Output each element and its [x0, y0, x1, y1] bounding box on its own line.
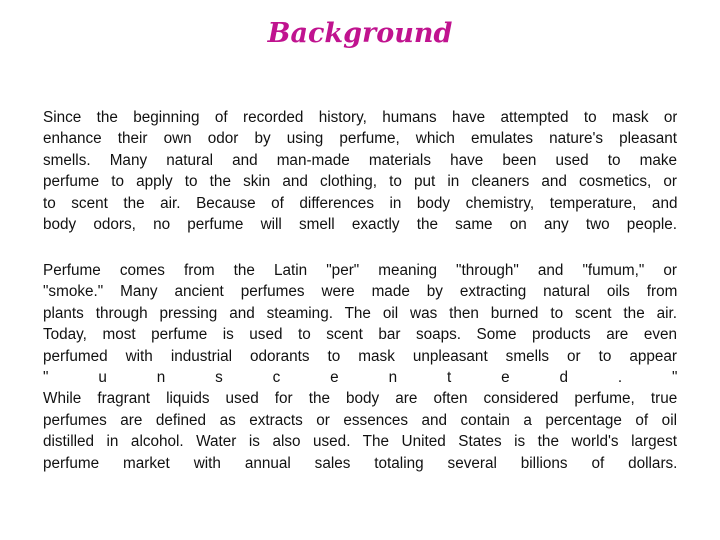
text-line: " u n s c e n t e d . " [43, 369, 677, 387]
text-line: body odors, no perfume will smell exactly the same on any two people. [43, 216, 677, 234]
text-line: perfumed with industrial odorants to mask unpleasant smells or to appear [43, 347, 677, 365]
text-line: Today, most perfume is used to scent bar soaps. Some products are even [43, 326, 677, 344]
slide-title: Background [267, 18, 453, 49]
text-line: While fragrant liquids used for the body are often considered perfume, true [43, 390, 677, 408]
text-line: smells. Many natural and man-made materials have been used to make [43, 151, 677, 169]
paragraph-history [43, 107, 677, 235]
text-line: perfume to apply to the skin and clothing, to put in cleaners and cosmetics, or [43, 173, 677, 191]
paragraph-etymology [43, 260, 677, 474]
text-line: distilled in alcohol. Water is also used. The United States is the world's largest [43, 433, 677, 451]
text-line: perfumes are defined as extracts or essences and contain a percentage of oil [43, 411, 677, 429]
text-line: to scent the air. Because of differences in body chemistry, temperature, and [43, 194, 677, 212]
text-line: plants through pressing and steaming. The oil was then burned to scent the air. [43, 304, 677, 322]
text-line: Perfume comes from the Latin "per" meaning "through" and "fumum," or [43, 262, 677, 279]
text-line: "smoke." Many ancient perfumes were made by extracting natural oils from [43, 283, 677, 301]
text-line: Since the beginning of recorded history, humans have attempted to mask or [43, 109, 677, 126]
text-line: perfume market with annual sales totaling several billions of dollars. [43, 454, 677, 472]
text-line: enhance their own odor by using perfume, which emulates nature's pleasant [43, 130, 677, 148]
